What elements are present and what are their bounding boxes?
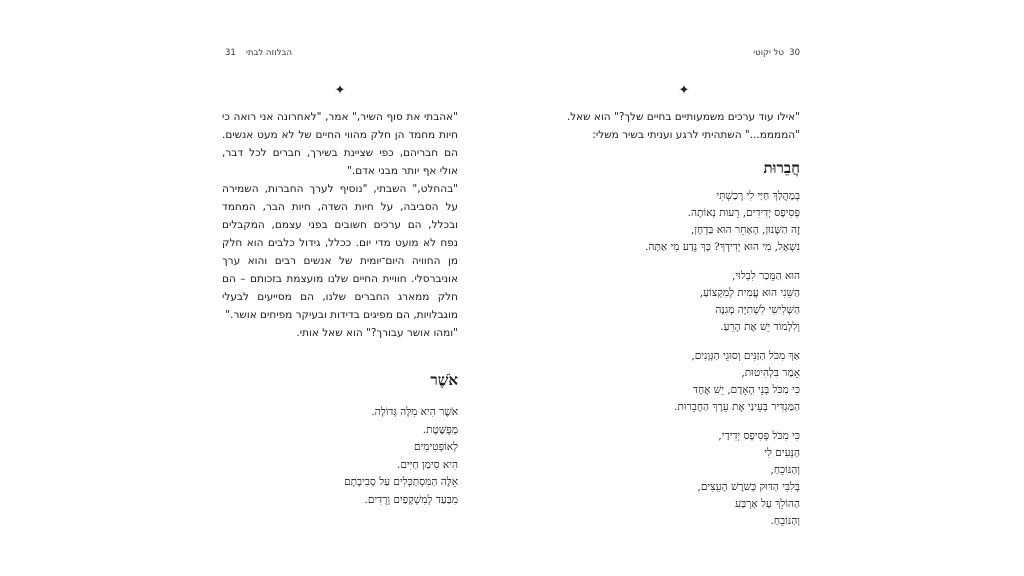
prose-block	[562, 108, 800, 144]
left-page	[222, 0, 458, 576]
poem-line: הַשֵּׁנִי הוּא עֲמִית לְמִקְצוֹעַ,	[699, 287, 800, 299]
poem-stanza	[562, 188, 800, 256]
running-title: הבלוזה לבתי	[245, 48, 292, 58]
poem-line: בְּלִבִּי הַדּוּק כְּשֹׁרֶשׁ הָעֵצִים,	[697, 481, 800, 493]
poem-line: זֶה הַשָּׁנוּן, הָאַחֵר הוּא בַּדְחָן,	[691, 224, 800, 236]
poem-line: פְּסִיפָס יְדִידִים, רֵעוּת נְאוֹתָה.	[687, 207, 800, 219]
poem-line: בְּמַהֲלַךְ חַיַּי לִי רָכַשְׁתִּי	[716, 190, 800, 202]
poem-line: נִשְׁאַל, מִי הוּא יְדִידְךָ? כָּךְ נֵדַע מִי אַתָּה.	[645, 241, 800, 253]
page-number: 30	[789, 48, 800, 58]
poem-line: הַמַּגְדִּיר בְּעֵינַי אֶת עֵרֶךְ הַחֲבֵרוּת.	[674, 401, 800, 413]
running-title: טל יקוטי	[753, 48, 784, 58]
prose-block	[222, 108, 458, 342]
poem-stanza	[562, 428, 800, 530]
paragraph: "ומהו אושר עבורך?" הוא שאל אותי.	[296, 327, 458, 339]
section-title: אֹשֶׁר	[430, 371, 458, 389]
poem-line: וְהַנּוֹכֵחַ,	[770, 464, 800, 476]
poem-line: מִבַּעַד לְמִשְׁקָפַיִם וְרֻדִּים.	[364, 493, 458, 506]
poem-line: אָמַר בִּלְהִיטוּת,	[741, 367, 800, 379]
poem-line: וְהַנּוֹבֵחַ.	[770, 515, 800, 527]
paragraph: "בהחלט," השבתי, "נוסיף לערך החברות, השמירה על הסביבה, על חיות השדה, חיות הבר, המחמד ובכלל, הם ערכים חשובים בפני עצמם, המקבלים נפח לא מועט מדי יום. ככלל, גידול כלבים הוא חלק מן החוויה היום־יומית של אנשים רבים והוא ערך אוניברסלי. חוויית החיים שלנו מועצמת בזכותם – הם חלק ממארג החברים שלנו, הם מסייעים לבעלי מוגבלויות, הם מפיגים בדידות ובעיקר מפיחים אושר."	[222, 183, 458, 321]
running-head	[562, 48, 800, 60]
paragraph: "אהבתי את סוף השיר," אמר, "לאחרונה אני רואה כי חיות מחמד הן חלק מהווי החיים של לא מעט אנשים. הם חבריהם, כפי שציינת בשירך, חברים לכל דבר, אולי אף יותר מבני אדם."	[222, 111, 458, 177]
poem-stanza	[222, 404, 458, 510]
ornament-icon: ✦	[334, 83, 346, 98]
poem-stanza	[562, 268, 800, 336]
poem-line: הַשְּׁלִישִׁי לִשְׁתִיָּה מְגִנָּה	[715, 304, 800, 316]
poem-line: אֹשֶׁר הִיא מִלָּה גְּדוֹלָה.	[371, 406, 458, 418]
poem-line: הוּא הַמֵּכַר לִבְלוּי,	[732, 270, 800, 282]
poem-line: הַנְּעִים לִי	[764, 447, 800, 459]
poem-line: אַךְ מִכֹּל הַזַּנִּים וְסוּגֵי הַגְּוָנִים,	[691, 350, 800, 362]
right-page	[562, 0, 800, 576]
running-head	[222, 48, 458, 60]
page-number: 31	[225, 48, 236, 58]
poem	[562, 188, 800, 542]
poem-line: לְאוֹפְּטִימִים	[413, 441, 458, 454]
poem-line: הִיא סִימַן חַיִּים.	[396, 458, 458, 471]
poem-line: וְלִלְמוֹד יֵשׁ אֶת הָרֵעַ.	[720, 321, 800, 333]
paragraph: "הממממ..." השתהיתי לרגע ועניתי בשיר משלי:	[592, 129, 800, 141]
poem-line: כִּי מִכֹּל בְּנֵי הָאָדָם, יֵשׁ אֶחָד	[692, 384, 800, 396]
ornament-icon: ✦	[678, 83, 690, 98]
poem-line: אֵלֶּה הַמִּסְתַּכְּלִים עַל סְבִיבָתָם	[344, 476, 458, 489]
poem-line: כִּי מִכֹּל פְּסִיפָס יְדִידַי,	[718, 430, 800, 442]
poem-stanza	[562, 348, 800, 416]
poem	[222, 404, 458, 522]
section-title: חֲבֵרוּת	[763, 159, 800, 177]
poem-line: מְפֻשֶּׁטֶת.	[422, 423, 458, 436]
paragraph: "אילו עוד ערכים משמעותיים בחיים שלך?" הוא שאל.	[566, 111, 800, 123]
poem-line: הַהוֹלֵךְ עַל אַרְבַּע	[735, 498, 800, 510]
